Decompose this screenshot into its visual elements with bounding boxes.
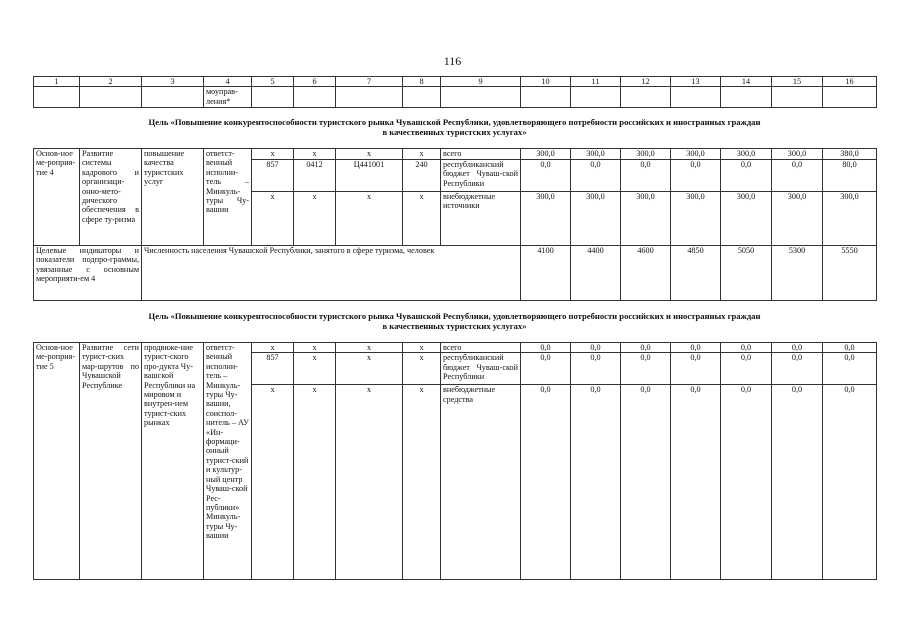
cell-value: 300,0 bbox=[521, 149, 571, 160]
cell-value: 300,0 bbox=[521, 192, 571, 246]
cell-value: 0,0 bbox=[671, 343, 721, 353]
block-1-measure-label: Основ-ное ме-роприя-тие 4 bbox=[34, 149, 80, 246]
cell: Ц441001 bbox=[336, 160, 403, 192]
block-1-measure-name: Развитие системы кадрового и организаци-онно-мето-дического обеспечения в сфере ту-ризма bbox=[80, 149, 142, 246]
column-number-12: 12 bbox=[621, 77, 671, 87]
cell-value: 0,0 bbox=[521, 160, 571, 192]
cell-source: всего bbox=[441, 149, 521, 160]
cell-source: всего bbox=[441, 343, 521, 353]
column-number-row bbox=[34, 77, 877, 87]
cell: x bbox=[252, 149, 294, 160]
indicator-label: Целевые индикаторы и показатели подпро-граммы, увязанные с основным мероприяти-ем 4 bbox=[34, 246, 142, 301]
cell-value: 0,0 bbox=[772, 160, 823, 192]
cell: x bbox=[252, 343, 294, 353]
cell-value: 0,0 bbox=[621, 343, 671, 353]
goal-heading-2-line2: в качественных туристских услугах» bbox=[382, 321, 527, 331]
cell-value: 0,0 bbox=[772, 385, 823, 580]
cell-value: 0,0 bbox=[571, 353, 621, 385]
block-2-goal: продвиже-ние турист-ского про-дукта Чу-вашской Республики на мировом и внутрен-нем турист-ских рынках bbox=[142, 343, 204, 580]
cell-value: 0,0 bbox=[721, 353, 772, 385]
cell-value: 300,0 bbox=[571, 149, 621, 160]
cell-value: 0,0 bbox=[721, 160, 772, 192]
cell-value: 300,0 bbox=[671, 149, 721, 160]
cell-value: 0,0 bbox=[621, 160, 671, 192]
goal-heading-1 bbox=[33, 117, 876, 137]
cell: 240 bbox=[403, 160, 441, 192]
cell-source: внебюджетные средства bbox=[441, 385, 521, 580]
cell: x bbox=[403, 192, 441, 246]
cell-value: 0,0 bbox=[671, 353, 721, 385]
column-number-7: 7 bbox=[336, 77, 403, 87]
cell-source: республиканский бюджет Чуваш-ской Республики bbox=[441, 353, 521, 385]
cell: x bbox=[252, 192, 294, 246]
cell-source: внебюджетные источники bbox=[441, 192, 521, 246]
cell: x bbox=[336, 192, 403, 246]
column-number-16: 16 bbox=[823, 77, 877, 87]
block-2-executor: ответст-венный исполни-тель – Минкуль-туры Чу-вашии, соиспол-нитель – АУ «Ин-формаци-онный турист-ский и культур-ный центр Чуваш-ской Рес-публики» Минкуль-туры Чу-вашии bbox=[204, 343, 252, 580]
cell-value: 300,0 bbox=[671, 192, 721, 246]
page-number: 116 bbox=[443, 54, 462, 68]
indicator-value: 5050 bbox=[721, 246, 772, 301]
cell: x bbox=[294, 192, 336, 246]
column-number-10: 10 bbox=[521, 77, 571, 87]
cell: x bbox=[294, 353, 336, 385]
header-table bbox=[33, 76, 877, 108]
cell: x bbox=[336, 385, 403, 580]
cell-value: 0,0 bbox=[521, 353, 571, 385]
cell-value: 300,0 bbox=[621, 149, 671, 160]
cell-value: 0,0 bbox=[521, 385, 571, 580]
column-number-15: 15 bbox=[772, 77, 823, 87]
continuation-row bbox=[34, 87, 877, 108]
cell: x bbox=[403, 343, 441, 353]
column-number-9: 9 bbox=[441, 77, 521, 87]
indicator-value: 5300 bbox=[772, 246, 823, 301]
cell-value: 300,0 bbox=[823, 192, 877, 246]
cell-value: 300,0 bbox=[621, 192, 671, 246]
cell-value: 0,0 bbox=[721, 385, 772, 580]
cell-value: 0,0 bbox=[571, 160, 621, 192]
cell-value: 300,0 bbox=[571, 192, 621, 246]
cell-value: 0,0 bbox=[772, 353, 823, 385]
cell-source: республиканский бюджет Чуваш-ской Республики bbox=[441, 160, 521, 192]
indicator-text: Численность населения Чувашской Республики, занятого в сфере туризма, человек bbox=[142, 246, 521, 301]
column-number-11: 11 bbox=[571, 77, 621, 87]
indicator-value: 5550 bbox=[823, 246, 877, 301]
cell: 857 bbox=[252, 160, 294, 192]
indicator-value: 4100 bbox=[521, 246, 571, 301]
block-1-executor: ответст-венный исполни-тель – Минкуль-туры Чу-вашии bbox=[204, 149, 252, 246]
block-2-measure-label: Основ-ное ме-роприя-тие 5 bbox=[34, 343, 80, 580]
cell-value: 0,0 bbox=[571, 385, 621, 580]
cell-value: 0,0 bbox=[621, 385, 671, 580]
column-number-3: 3 bbox=[142, 77, 204, 87]
cell-value: 300,0 bbox=[772, 192, 823, 246]
cell: x bbox=[294, 149, 336, 160]
indicator-row bbox=[34, 246, 877, 301]
cell-value: 300,0 bbox=[721, 192, 772, 246]
cell-value: 0,0 bbox=[671, 160, 721, 192]
cell: x bbox=[252, 385, 294, 580]
goal-heading-2 bbox=[33, 311, 876, 331]
cell-value: 0,0 bbox=[823, 353, 877, 385]
cell: 0412 bbox=[294, 160, 336, 192]
column-number-5: 5 bbox=[252, 77, 294, 87]
column-number-8: 8 bbox=[403, 77, 441, 87]
cell-value: 0,0 bbox=[823, 385, 877, 580]
cell: x bbox=[336, 343, 403, 353]
cell-value: 80,0 bbox=[823, 160, 877, 192]
block-2-row-total bbox=[34, 343, 877, 353]
cell: x bbox=[403, 149, 441, 160]
indicator-value: 4850 bbox=[671, 246, 721, 301]
cell: x bbox=[403, 385, 441, 580]
column-number-1: 1 bbox=[34, 77, 80, 87]
block-2-measure-name: Развитие сети турист-ских мар-шрутов по Чувашской Республике bbox=[80, 343, 142, 580]
cell: x bbox=[294, 385, 336, 580]
indicator-value: 4400 bbox=[571, 246, 621, 301]
cell-value: 300,0 bbox=[721, 149, 772, 160]
goal-heading-1-line1: Цель «Повышение конкурентоспособности туристского рынка Чувашской Республики, удовлетворяющего потребности российских и иностранных граждан bbox=[148, 117, 761, 127]
cell: x bbox=[294, 343, 336, 353]
goal-heading-2-line1: Цель «Повышение конкурентоспособности туристского рынка Чувашской Республики, удовлетворяющего потребности российских и иностранных граждан bbox=[148, 311, 761, 321]
column-number-4: 4 bbox=[204, 77, 252, 87]
cell-value: 0,0 bbox=[772, 343, 823, 353]
indicator-value: 4600 bbox=[621, 246, 671, 301]
column-number-2: 2 bbox=[80, 77, 142, 87]
cont-cell-4: моуправ-ления* bbox=[204, 87, 252, 108]
cell-value: 0,0 bbox=[521, 343, 571, 353]
cell-value: 300,0 bbox=[772, 149, 823, 160]
cell-value: 0,0 bbox=[721, 343, 772, 353]
column-number-6: 6 bbox=[294, 77, 336, 87]
block-1-row-total bbox=[34, 149, 877, 160]
cell-value: 380,0 bbox=[823, 149, 877, 160]
cell: x bbox=[403, 353, 441, 385]
cell-value: 0,0 bbox=[621, 353, 671, 385]
cell: x bbox=[336, 149, 403, 160]
goal-heading-1-line2: в качественных туристских услугах» bbox=[382, 127, 527, 137]
block-1-goal: повышение качества туристских услуг bbox=[142, 149, 204, 246]
cell-value: 0,0 bbox=[571, 343, 621, 353]
cell-value: 0,0 bbox=[671, 385, 721, 580]
block-2-table bbox=[33, 342, 877, 580]
cell: x bbox=[336, 353, 403, 385]
block-1-table bbox=[33, 148, 877, 301]
column-number-13: 13 bbox=[671, 77, 721, 87]
column-number-14: 14 bbox=[721, 77, 772, 87]
cell-value: 0,0 bbox=[823, 343, 877, 353]
cell: 857 bbox=[252, 353, 294, 385]
